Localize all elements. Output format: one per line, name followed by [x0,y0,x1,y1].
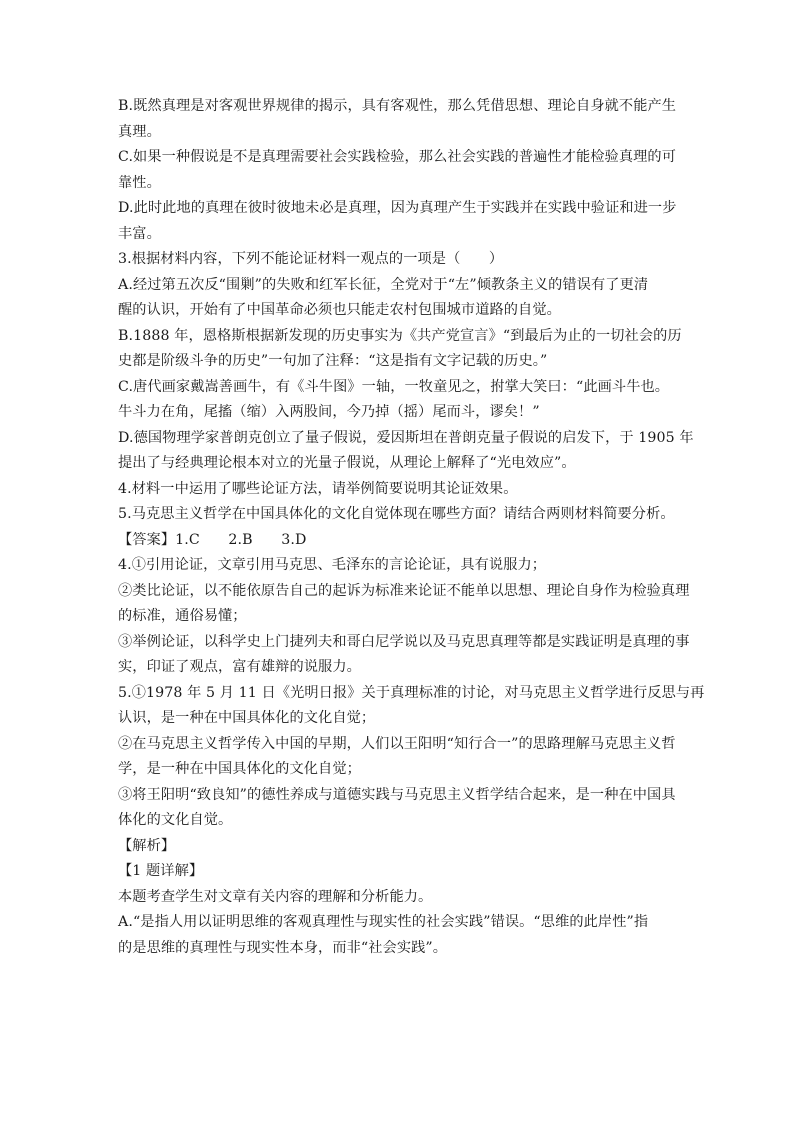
document-page [118,94,705,961]
answer-5-item-1-line-1: 5.①1978 年 5 月 11 日《光明日报》关于真理标准的讨论，对马克思主义哲学进行反思与再 [118,684,705,701]
question-4: 4.材料一中运用了哪些论证方法，请举例简要说明其论证效果。 [118,480,518,497]
question-3: 3.根据材料内容，下列不能论证材料一观点的一项是（ ） [118,251,504,267]
option-b-line-1: B.既然真理是对客观世界规律的揭示，具有客观性，那么凭借思想、理论自身就不能产生 [118,98,677,114]
q1-detail-a-line-2: 的是思维的真理性与现实性本身，而非“社会实践”。 [118,939,448,956]
answer-4-item-1: 4.①引用论证，文章引用马克思、毛泽东的言论论证，具有说服力； [118,557,547,573]
answer-5-item-2-line-1: ②在马克思主义哲学传入中国的早期，人们以王阳明“知行合一”的思路理解马克思主义哲 [118,735,676,752]
q1-detail-intro: 本题考查学生对文章有关内容的理解和分析能力。 [118,888,433,905]
answer-5-item-3-line-1: ③将王阳明“致良知”的德性养成与道德实践与马克思主义哲学结合起来，是一种在中国具 [118,786,676,803]
q1-detail-heading: 【1 题详解】 [118,863,204,879]
question-5: 5.马克思主义哲学在中国具体化的文化自觉体现在哪些方面？请结合两则材料简要分析。 [118,506,675,522]
answer-4-item-2-line-2: 的标准，通俗易懂； [118,608,247,624]
q3-option-a-line-2: 醒的认识，开始有了中国革命必须也只能走农村包围城市道路的自觉。 [118,302,561,318]
analysis-heading: 【解析】 [118,837,176,854]
q3-option-c-line-2: 牛斗力在角，尾搐（缩）入两股间，今乃掉（摇）尾而斗，谬矣！” [118,404,540,420]
q3-option-a-line-1: A.经过第五次反“围剿”的失败和红军长征，全党对于“左”倾教条主义的错误有了更清 [118,276,649,293]
q3-option-b-line-2: 史都是阶级斗争的历史”一句加了注释：“这是指有文字记载的历史。” [118,353,548,369]
q3-option-d-line-2: 提出了与经典理论根本对立的光量子假说，从理论上解释了“光电效应”。 [118,455,576,471]
answer-5-item-3-line-2: 体化的文化自觉。 [118,812,233,828]
q3-option-c-line-1: C.唐代画家戴嵩善画牛，有《斗牛图》一轴，一牧童见之，拊掌大笑曰：“此画斗牛也。 [118,378,670,395]
answer-4-item-3-line-2: 实，印证了观点，富有雄辩的说服力。 [118,659,361,675]
answer-5-item-2-line-2: 学，是一种在中国具体化的文化自觉； [118,761,361,777]
option-d-line-2: 丰富。 [118,225,161,242]
answer-5-item-1-line-2: 认识，是一种在中国具体化的文化自觉； [118,710,376,726]
option-b-line-2: 真理。 [118,123,161,140]
option-c-line-1: C.如果一种假说是不是真理需要社会实践检验，那么社会实践的普遍性才能检验真理的可 [118,149,676,165]
q3-option-b-line-1: B.1888 年，恩格斯根据新发现的历史事实为《共产党宣言》“到最后为止的一切社会的历 [118,327,682,344]
answer-4-item-3-line-1: ③举例论证，以科学史上门捷列夫和哥白尼学说以及马克思真理等都是实践证明是真理的事 [118,633,690,650]
q1-detail-a-line-1: A.“是指人用以证明思维的客观真理性与现实性的社会实践”错误。“思维的此岸性”指 [118,914,649,930]
answer-heading: 【答案】1.C 2.B 3.D [118,531,307,548]
option-d-line-1: D.此时此地的真理在彼时彼地未必是真理，因为真理产生于实践并在实践中验证和进一步 [118,200,677,216]
option-c-line-2: 靠性。 [118,174,161,191]
q3-option-d-line-1: D.德国物理学家普朗克创立了量子假说，爱因斯坦在普朗克量子假说的启发下，于 1905 年 [118,429,694,446]
answer-4-item-2-line-1: ②类比论证，以不能依原告自己的起诉为标准来论证不能单以思想、理论自身作为检验真理 [118,582,690,599]
